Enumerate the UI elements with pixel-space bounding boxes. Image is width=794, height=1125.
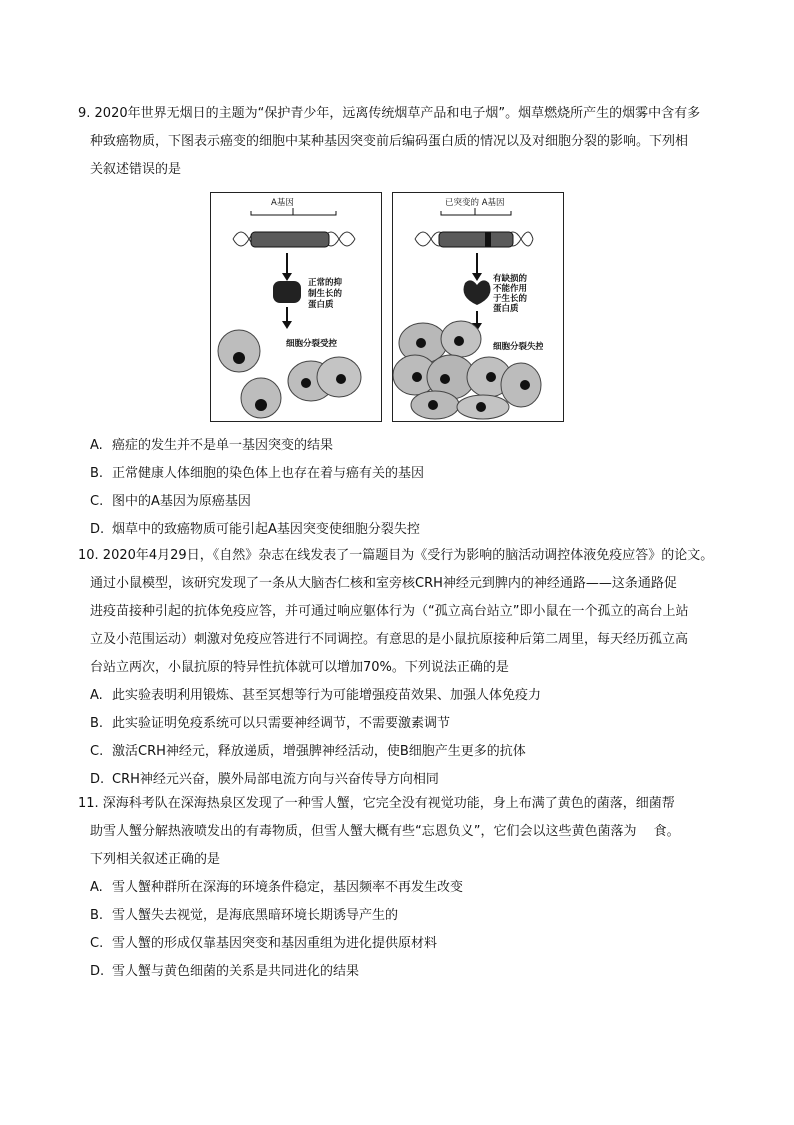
q11-option-d-letter: D. bbox=[90, 964, 105, 979]
question-11-line-2: 助雪人蟹分解热液喷发出的有毒物质，但雪人蟹大概有些“忘恩负义”，它们会以这些黄色菌落为 食。 bbox=[90, 824, 680, 839]
q9-option-c[interactable] bbox=[78, 488, 718, 516]
mutated-protein-label-1: 有缺损的 bbox=[493, 274, 528, 284]
q10-option-c[interactable] bbox=[78, 738, 718, 766]
figure-panel-mutated bbox=[392, 192, 564, 422]
q11-option-b-text: 雪人蟹失去视觉，是海底黑暗环境长期诱导产生的 bbox=[112, 908, 399, 923]
q11-option-c-text: 雪人蟹的形成仅靠基因突变和基因重组为进化提供原材料 bbox=[112, 936, 438, 951]
question-11 bbox=[78, 790, 718, 986]
question-9-line-3: 关叙述错误的是 bbox=[90, 162, 182, 177]
normal-gene-diagram bbox=[211, 193, 381, 421]
mutated-gene-label: 已突变的 A基因 bbox=[445, 198, 505, 208]
figure-panel-normal bbox=[210, 192, 382, 422]
q9-option-c-text: 图中的A基因为原癌基因 bbox=[112, 494, 251, 509]
q9-option-d-text: 烟草中的致癌物质可能引起A基因突变使细胞分裂失控 bbox=[112, 522, 420, 537]
q10-option-a-letter: A. bbox=[90, 688, 103, 703]
question-10-line-4: 立及小范围运动）刺激对免疫应答进行不同调控。有意思的是小鼠抗原接种后第二周里，每天经历孤立高 bbox=[90, 632, 689, 647]
q9-option-b-text: 正常健康人体细胞的染色体上也存在着与癌有关的基因 bbox=[112, 466, 425, 481]
normal-gene-label: A基因 bbox=[271, 198, 294, 208]
normal-protein-label-1: 正常的抑 bbox=[308, 278, 343, 288]
q10-option-b[interactable] bbox=[78, 710, 718, 738]
question-10-line-5: 台站立两次，小鼠抗原的特异性抗体就可以增加70%。下列说法正确的是 bbox=[90, 660, 509, 675]
question-9-options bbox=[78, 432, 718, 544]
normal-protein-label-3: 蛋白质 bbox=[308, 300, 334, 310]
mutated-protein-label-2: 不能作用 bbox=[493, 284, 528, 294]
q10-option-a[interactable] bbox=[78, 682, 718, 710]
mutated-protein-label-3: 于生长的 bbox=[493, 294, 528, 304]
q11-option-a[interactable] bbox=[78, 874, 718, 902]
question-11-line-3: 下列相关叙述正确的是 bbox=[90, 852, 221, 867]
question-9 bbox=[78, 100, 718, 184]
question-10-line-1: 10. 2020年4月29日，《自然》杂志在线发表了一篇题目为《受行为影响的脑活动调控体液免疫应答》的论文。 bbox=[78, 548, 714, 563]
question-9-line-2: 种致癌物质，下图表示癌变的细胞中某种基因突变前后编码蛋白质的情况以及对细胞分裂的影响。下列相 bbox=[90, 134, 689, 149]
q10-option-b-letter: B. bbox=[90, 716, 104, 731]
q10-option-d-letter: D. bbox=[90, 772, 105, 787]
q9-option-d[interactable] bbox=[78, 516, 718, 544]
normal-protein-label-2: 制生长的 bbox=[308, 289, 343, 299]
normal-result-label: 细胞分裂受控 bbox=[286, 339, 338, 349]
mutated-protein-label-4: 蛋白质 bbox=[493, 304, 519, 314]
question-10-line-2: 通过小鼠模型，该研究发现了一条从大脑杏仁核和室旁核CRH神经元到脾内的神经通路——这条通路促 bbox=[90, 576, 677, 591]
mutated-result-label: 细胞分裂失控 bbox=[493, 342, 543, 352]
q10-option-c-letter: C. bbox=[90, 744, 104, 759]
q10-option-a-text: 此实验表明利用锻炼、甚至冥想等行为可能增强疫苗效果、加强人体免疫力 bbox=[112, 688, 542, 703]
q9-option-b[interactable] bbox=[78, 460, 718, 488]
q11-option-b[interactable] bbox=[78, 902, 718, 930]
question-11-line-1: 11. 深海科考队在深海热泉区发现了一种雪人蟹，它完全没有视觉功能，身上布满了黄色的菌落，细菌帮 bbox=[78, 796, 675, 811]
gene-mutation-figure bbox=[210, 192, 544, 424]
q11-option-c[interactable] bbox=[78, 930, 718, 958]
q11-option-c-letter: C. bbox=[90, 936, 104, 951]
q11-option-a-text: 雪人蟹种群所在深海的环境条件稳定，基因频率不再发生改变 bbox=[112, 880, 464, 895]
q10-option-c-text: 激活CRH神经元，释放递质，增强脾神经活动，使B细胞产生更多的抗体 bbox=[112, 744, 526, 759]
q9-option-a-letter: A. bbox=[90, 438, 103, 453]
q10-option-d-text: CRH神经元兴奋，膜外局部电流方向与兴奋传导方向相同 bbox=[112, 772, 439, 787]
question-10 bbox=[78, 542, 718, 794]
q9-option-a[interactable] bbox=[78, 432, 718, 460]
q11-option-d-text: 雪人蟹与黄色细菌的关系是共同进化的结果 bbox=[112, 964, 360, 979]
q9-option-a-text: 癌症的发生并不是单一基因突变的结果 bbox=[112, 438, 334, 453]
q9-option-b-letter: B. bbox=[90, 466, 104, 481]
mutated-gene-diagram bbox=[393, 193, 543, 421]
question-9-line-1: 9. 2020年世界无烟日的主题为“保护青少年，远离传统烟草产品和电子烟”。烟草燃烧所产生的烟雾中含有多 bbox=[78, 106, 701, 121]
q10-option-b-text: 此实验证明免疫系统可以只需要神经调节，不需要激素调节 bbox=[112, 716, 451, 731]
q11-option-a-letter: A. bbox=[90, 880, 103, 895]
question-10-line-3: 进疫苗接种引起的抗体免疫应答，并可通过响应躯体行为（“孤立高台站立”即小鼠在一个孤立的高台上站 bbox=[90, 604, 689, 619]
q9-option-d-letter: D. bbox=[90, 522, 105, 537]
q11-option-b-letter: B. bbox=[90, 908, 104, 923]
q11-option-d[interactable] bbox=[78, 958, 718, 986]
q9-option-c-letter: C. bbox=[90, 494, 104, 509]
